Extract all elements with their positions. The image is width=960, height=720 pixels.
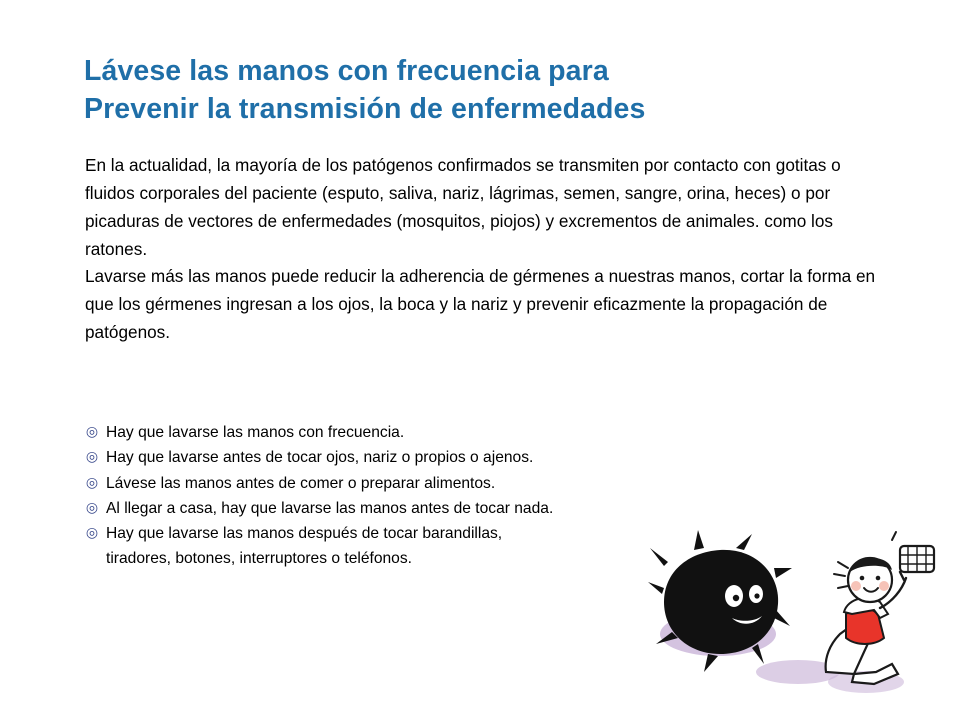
bullet-marker-icon: ◎ xyxy=(85,498,99,515)
list-item-label: Hay que lavarse antes de tocar ojos, nariz o propios o ajenos. xyxy=(106,449,534,467)
body-text xyxy=(85,152,885,347)
bullet-marker-icon: ◎ xyxy=(85,448,99,465)
list-item-label: Hay que lavarse las manos con frecuencia. xyxy=(106,424,405,441)
person-icon xyxy=(826,532,934,684)
bullet-marker-icon: ◎ xyxy=(85,524,99,540)
list-item xyxy=(85,471,875,496)
list-item-label: Al llegar a casa, hay que lavarse las manos antes de tocar nada. xyxy=(106,499,554,517)
body-paragraph-2: Lavarse más las manos puede reducir la adherencia de gérmenes a nuestras manos, cortar la forma en que los gérmenes ingresan a los ojos, la boca y la nariz y prevenir eficazmente la propagación de patógenos. xyxy=(85,266,876,343)
illustration-germ-and-person xyxy=(648,522,948,700)
bullet-marker-icon: ◎ xyxy=(85,423,99,439)
list-item xyxy=(85,420,875,445)
list-item xyxy=(85,496,875,521)
page-title-line-1: Lávese las manos con frecuencia para xyxy=(84,55,609,87)
list-item-continuation: tiradores, botones, interruptores o teléfonos. xyxy=(106,550,412,568)
page-title xyxy=(84,52,884,129)
list-item-label: Lávese las manos antes de comer o preparar alimentos. xyxy=(106,474,496,492)
list-item xyxy=(85,445,875,470)
bullet-marker-icon: ◎ xyxy=(85,473,99,490)
germ-icon xyxy=(648,530,792,672)
list-item-label: Hay que lavarse las manos después de tocar barandillas, xyxy=(106,525,503,542)
body-paragraph-1: En la actualidad, la mayoría de los patógenos confirmados se transmiten por contacto con gotitas o fluidos corporales del paciente (esputo, saliva, nariz, lágrimas, semen, sangre, orina, heces) o por picaduras de vectores de enfermedades (mosquitos, piojos) y excrementos de animales. como los ratones. xyxy=(85,155,841,259)
page-title-line-2: Prevenir la transmisión de enfermedades xyxy=(84,93,646,126)
